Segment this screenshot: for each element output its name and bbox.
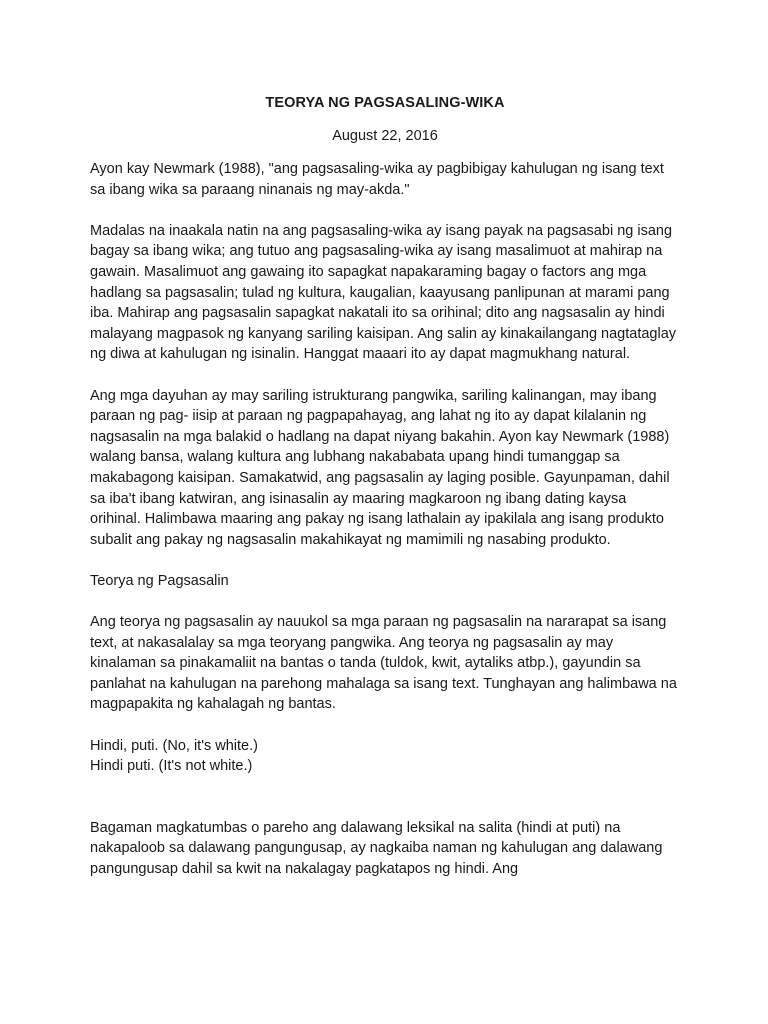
paragraph-lexical: Bagaman magkatumbas o pareho ang dalawang leksikal na salita (hindi at puti) na nakapaloob sa dalawang pangungusap, ay nagkaiba naman ng kahulugan ang dalawang pangungusap dahil sa kwit na nakalagay pagkatapos ng hindi. Ang [90, 819, 663, 877]
section-heading-teorya: Teorya ng Pagsasalin [90, 572, 229, 589]
document-title: TEORYA NG PAGSASALING-WIKA [265, 95, 505, 111]
paragraph-newmark-definition: Ayon kay Newmark (1988), "ang pagsasaling-wika ay pagbibigay kahulugan ng isang text sa ibang wika sa paraang ninanais ng may-akda." [90, 161, 664, 198]
paragraph-complexity: Madalas na inaakala natin na ang pagsasaling-wika ay isang payak na pagsasabi ng isang bagay sa ibang wika; ang tutuo ang pagsasaling-wika ay isang masalimuot at mahirap na gawain. Masalimuot ang gawaing ito sapagkat napakaraming bagay o factors ang mga hadlang sa pagsasalin; tulad ng kultura, kaugalian, kaayusang panlipunan at marami pang iba. Mahirap ang pagsasalin sapagkat nakatali ito sa orihinal; dito ang nagsasalin ay hindi malayang magpasok ng kanyang sariling kaisipan. Ang salin ay kinakailangang nagtataglay ng diwa at kahulugan ng isinalin. Hanggat maaari ito ay dapat magmukhang natural. [90, 222, 677, 363]
paragraph-theory: Ang teorya ng pagsasalin ay nauukol sa mga paraan ng pagsasalin na nararapat sa isang text, at nakasalalay sa mga teoryang pangwika. Ang teorya ng pagsasalin ay may kinalaman sa pinakamaliit na bantas o tanda (tuldok, kwit, aytaliks atbp.), gayundin sa panlahat na kahulugan na parehong mahalaga sa isang text. Tunghayan ang halimbawa na magpapakita ng kahalagah ng bantas. [90, 614, 677, 713]
document-body [90, 159, 680, 880]
document-date: August 22, 2016 [332, 128, 438, 144]
example-line-1: Hindi, puti. (No, it's white.) [90, 737, 258, 754]
paragraph-foreign-structures: Ang mga dayuhan ay may sariling istrukturang pangwika, sariling kalinangan, may ibang paraan ng pag- iisip at paraan ng pagpapahayag, ang lahat ng ito ay dapat kilalanin ng nagsasalin na mga balakid o hadlang na dapat niyang bakahin. Ayon kay Newmark (1988) walang bansa, walang kultura ang lubhang nakababata upang hindi tumanggap sa makabagong kaisipan. Samakatwid, ang pagsasalin ay laging posible. Gayunpaman, dahil sa iba't ibang katwiran, ang isinasalin ay maaring magkaroon ng ibang dating kaysa orihinal. Halimbawa maaring ang pakay ng isang lathalain ay ipakilala ang isang produkto subalit ang pakay ng nagsasalin makahikayat ng mamimili ng nasabing produkto. [90, 387, 670, 548]
example-line-2: Hindi puti. (It's not white.) [90, 758, 253, 775]
